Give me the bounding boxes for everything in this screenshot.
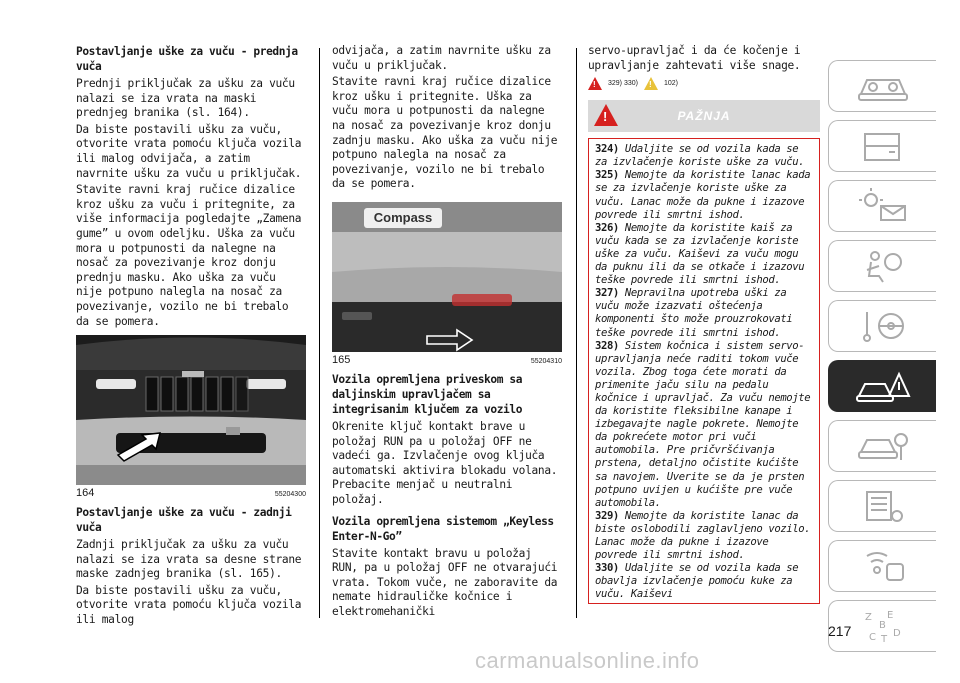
warning-ref-numbers: 329) 330) [608,80,638,88]
section-heading-front-tow: Postavljanje uške za vuču - prednja vuča [76,45,298,73]
warning-triangle-icon: ! [588,77,602,90]
paragraph: Stavite ravni kraj ručice dizalice kroz ušku za vuču i pritegnite, za više informacija pogledajte „Zamena gume” u ovom odeljku. Uška za vuču mora u potpunosti da nalegne na nosač za povezivanje kroz donju prednju masku. Ako uška za vuču nije potpuno nalegla na nosač za povezivanje, vozilo ne bi trebalo da se pomera. [76,183,302,328]
alphabet-index-icon [853,606,913,646]
warning-triangle-icon: ! [594,104,618,126]
front-bumper-photo [76,335,306,485]
paragraph: Stavite kontakt bravu u položaj RUN, pa u položaj OFF ne otvarajući vrata. Tokom vuče, ne zaboravite da nemate hidrauličke kočnice i elektromehanički [332,546,558,618]
tab-safety[interactable] [828,240,936,292]
breakdown-warning-icon [853,366,913,406]
section-heading-rear-tow: Postavljanje uške za vuču - zadnji vuča [76,506,292,535]
figure-caption-164 [76,487,306,499]
airbag-person-icon [853,246,913,286]
warning-references [588,77,820,90]
section-heading-key-fob: Vozila opremljena priveskom sa daljinskim upravljačem sa integrisanim ključem za vozilo [332,372,523,416]
caution-ref-numbers: 102) [663,80,678,88]
svg-text:D: D [892,628,901,639]
warning-item: 325) Nemojte da koristite lanac kada se za izvlačenje koriste uške za vuču. Lanac može da pukne i izazove povrede ili smrtni ishod. [595,169,811,221]
figure-code: 55204310 [530,357,562,365]
page-number: 217 [828,623,852,639]
svg-text:B: B [878,620,886,631]
warning-box [588,138,820,604]
figure-164-front-bumper [76,335,306,485]
svg-text:C: C [868,632,876,643]
tab-service[interactable] [828,420,936,472]
column-divider-2 [576,48,577,618]
svg-text:Z: Z [864,612,872,623]
warning-item: 326) Nemojte da koristite kaiš za vuču kada se za izvlačenje koriste uške za vuču. Kaiševi za vuču mogu da puknu ili da se otkače i izazovu teške povrede ili smrtni ishod. [595,221,805,287]
paragraph: Prednji priključak za ušku za vuču nalazi se iza vrata na maski prednjeg branika (sl. 164). [76,77,295,120]
warning-item: 330) Udaljite se od vozila kada se obavlja izvlačenje pomoću kuke za vuču. Kaiševi [595,562,799,601]
tab-doors[interactable] [828,120,936,172]
warning-item: 328) Sistem kočnica i sistem servo-upravljanja neće raditi tokom vuče vozila. Zbog toga ćete morati da primenite jaču silu na pedalu kočnice i upravljač. Za vuču nemojte da koristite fleksibilne kanape i izbegavajte nagle pokrete. Nemojte da pokrećete motor pri vuči automobila. Pre pričvršćivanja prstena, detaljno očistite kućište sa navojem. Uverite se da je prsten potpuno uvijen u kućište pre vuče automobila. [595,339,811,509]
car-door-icon [853,126,913,166]
tab-specs[interactable] [828,480,936,532]
paragraph: Da biste postavili ušku za vuču, otvorite vrata pomoću ključa vozila ili malog odvijača, a zatim navrnite ušku za vuču u priključak. [76,122,302,180]
warning-item: 329) Nemojte da koristite lanac da biste oslobodili zaglavljeno vozilo. Lanac može da pukne i izazove povrede ili smrtni ishod. [595,509,811,562]
watermark: carmanualsonline.info [475,648,700,673]
column-3 [588,44,820,604]
chapter-sidebar [828,60,936,660]
column-divider-1 [319,48,320,618]
paragraph: Zadnji priključak za ušku za vuču nalazi se iza vrata sa desne strane maske zadnjeg branika (sl. 165). [76,538,302,581]
warning-item: 324) Udaljite se od vozila kada se za izvlačenje koriste uške za vuču. [595,143,805,169]
compass-badge: Compass [364,208,442,228]
lights-mail-icon [853,186,913,226]
tab-starting[interactable] [828,300,936,352]
car-dashboard-icon [853,66,913,106]
tab-multimedia[interactable] [828,540,936,592]
column-2 [332,44,562,621]
column-1 [76,44,306,630]
paragraph: servo-upravljač i da će kočenje i upravljanje zahtevati više snage. [588,44,801,72]
wrench-steering-icon [853,306,913,346]
caution-triangle-icon: ! [644,77,658,90]
warning-title: PAŽNJA [677,109,731,124]
service-car-icon [853,426,913,466]
warning-header [588,100,820,132]
paragraph: Stavite ravni kraj ručice dizalice kroz ušku i pritegnite. Uška za vuču mora u potpunosti da nalegne na nosač za povezivanje kroz donju zadnju masku. Ako uška za vuču nije potpuno nalegla na nosač za povezivanje, vozilo ne bi trebalo da se pomera. [332,75,558,191]
tab-dashboard[interactable] [828,60,936,112]
tab-lights[interactable] [828,180,936,232]
multimedia-icon [853,546,913,586]
checklist-icon [853,486,913,526]
figure-165-rear-bumper [332,202,562,352]
warning-item: 327) Nepravilna upotreba uški za vuču može izazvati oštećenja komponenti što može prouzrokovati teške povrede ili smrtni ishod. [595,287,793,339]
figure-caption-165 [332,354,562,366]
section-heading-keyless: Vozila opremljena sistemom „Keyless Enter-N-Go” [332,514,554,543]
figure-code: 55204300 [274,491,306,499]
paragraph: odvijača, a zatim navrnite ušku za vuču u priključak. [332,44,551,72]
svg-text:T: T [880,634,887,645]
paragraph: Da biste postavili ušku za vuču, otvorite vrata pomoću ključa vozila ili malog [76,583,302,627]
figure-number: 165 [332,353,351,366]
paragraph: Okrenite ključ kontakt brave u položaj RUN pa u položaj OFF ne vadeći ga. Izvlačenje ovog ključa automatski aktivira blokadu volana. Prebacite menjač u neutralni položaj. [332,419,558,506]
tab-emergency[interactable] [828,360,936,412]
svg-text:E: E [886,610,893,621]
figure-number: 164 [76,487,95,500]
